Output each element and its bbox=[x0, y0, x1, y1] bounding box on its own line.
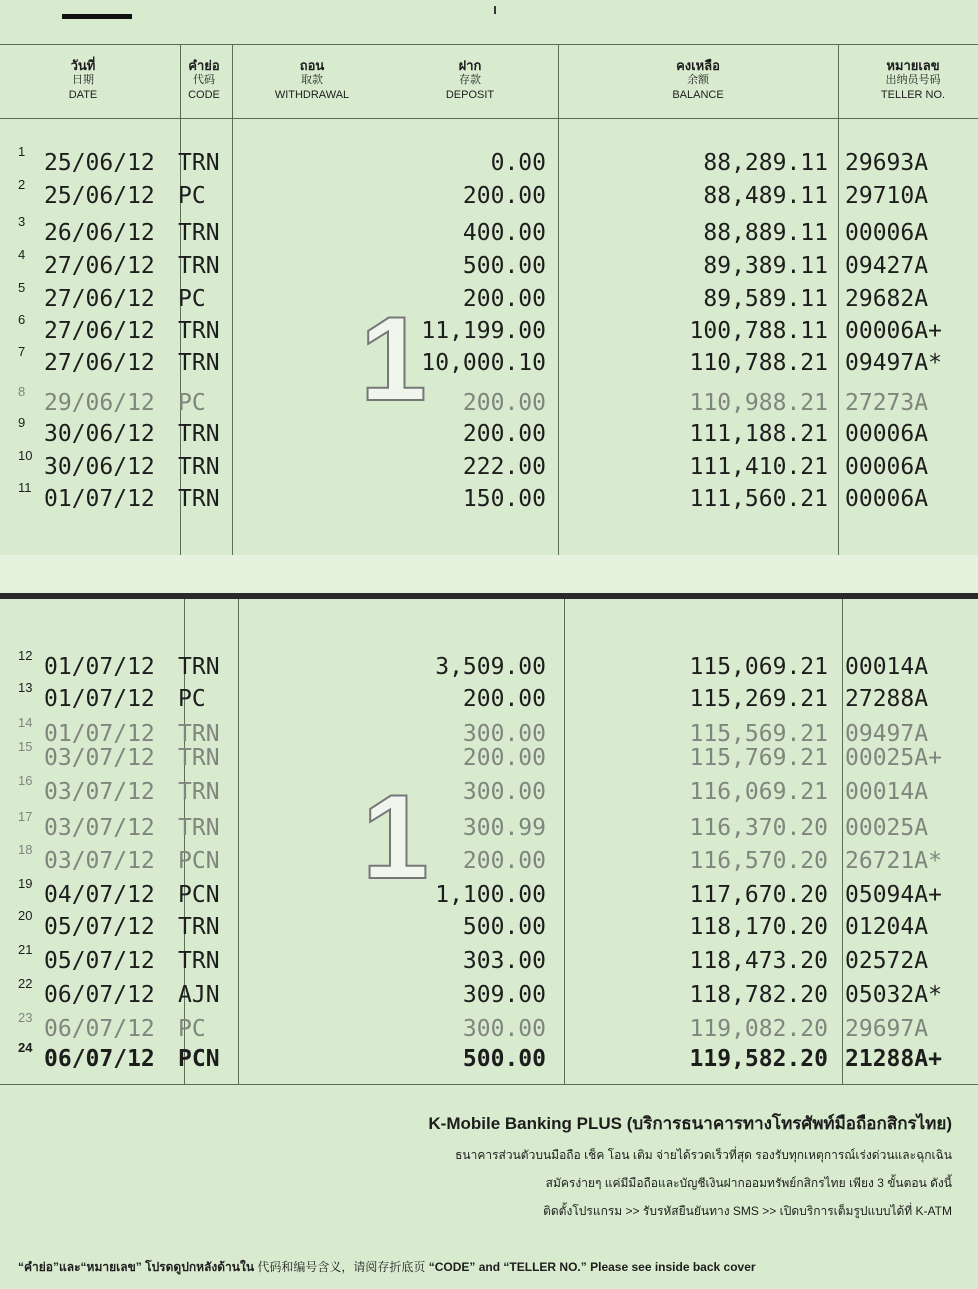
row-teller: 01204A bbox=[845, 914, 929, 940]
row-date: 27/06/12 bbox=[44, 350, 155, 376]
row-teller: 29710A bbox=[845, 183, 929, 209]
row-code: TRN bbox=[178, 948, 220, 974]
row-code: PC bbox=[178, 390, 206, 416]
row-balance: 117,670.20 bbox=[689, 882, 828, 908]
table-row bbox=[0, 1040, 978, 1079]
row-balance: 88,889.11 bbox=[703, 220, 828, 246]
row-balance: 118,473.20 bbox=[689, 948, 828, 974]
row-number: 4 bbox=[18, 247, 26, 262]
row-teller: 29682A bbox=[845, 286, 929, 312]
row-code: TRN bbox=[178, 486, 220, 512]
table-row bbox=[0, 648, 978, 687]
row-date: 06/07/12 bbox=[44, 982, 155, 1008]
row-balance: 119,582.20 bbox=[689, 1046, 828, 1072]
header-bottom-rule bbox=[0, 118, 978, 119]
row-deposit: 11,199.00 bbox=[421, 318, 546, 344]
row-balance: 116,570.20 bbox=[689, 848, 828, 874]
table-row bbox=[0, 976, 978, 1015]
row-deposit: 1,100.00 bbox=[435, 882, 546, 908]
row-deposit: 3,509.00 bbox=[435, 654, 546, 680]
row-balance: 88,289.11 bbox=[703, 150, 828, 176]
row-number: 17 bbox=[18, 809, 33, 824]
row-balance: 116,370.20 bbox=[689, 815, 828, 841]
row-deposit: 300.99 bbox=[462, 815, 546, 841]
row-teller: 00006A bbox=[845, 486, 929, 512]
row-deposit: 200.00 bbox=[462, 421, 546, 447]
row-number: 11 bbox=[18, 480, 32, 495]
row-deposit: 200.00 bbox=[462, 686, 546, 712]
table-row bbox=[0, 312, 978, 351]
row-deposit: 300.00 bbox=[462, 721, 546, 747]
row-date: 03/07/12 bbox=[44, 779, 155, 805]
row-teller: 00014A bbox=[845, 779, 929, 805]
table-row bbox=[0, 280, 978, 319]
header-date-th: วันที่ bbox=[70, 58, 96, 73]
page-fold-gap bbox=[0, 555, 978, 593]
row-number: 18 bbox=[18, 842, 33, 857]
row-deposit: 200.00 bbox=[462, 848, 546, 874]
footer-code: “CODE” bbox=[428, 1260, 476, 1274]
row-date: 06/07/12 bbox=[44, 1016, 155, 1042]
table-row bbox=[0, 739, 978, 778]
row-balance: 88,489.11 bbox=[703, 183, 828, 209]
row-deposit: 500.00 bbox=[462, 1046, 546, 1072]
row-teller: 09427A bbox=[845, 253, 929, 279]
row-code: TRN bbox=[178, 914, 220, 940]
row-number: 15 bbox=[18, 739, 33, 754]
row-balance: 119,082.20 bbox=[689, 1016, 828, 1042]
row-number: 7 bbox=[18, 344, 26, 359]
row-teller: 29697A bbox=[845, 1016, 929, 1042]
row-code: PC bbox=[178, 686, 206, 712]
row-code: PCN bbox=[178, 848, 220, 874]
header-code bbox=[174, 58, 234, 103]
header-deposit-en: DEPOSIT bbox=[445, 89, 495, 101]
row-deposit: 300.00 bbox=[462, 1016, 546, 1042]
row-balance: 89,389.11 bbox=[703, 253, 828, 279]
row-deposit: 300.00 bbox=[462, 779, 546, 805]
table-row bbox=[0, 344, 978, 383]
row-code: TRN bbox=[178, 779, 220, 805]
table-row bbox=[0, 942, 978, 981]
row-code: TRN bbox=[178, 150, 220, 176]
row-number: 20 bbox=[18, 908, 33, 923]
header-balance-en: BALANCE bbox=[672, 89, 724, 101]
row-number: 24 bbox=[18, 1040, 33, 1055]
row-teller: 00006A bbox=[845, 421, 929, 447]
table-row bbox=[0, 773, 978, 812]
row-date: 05/07/12 bbox=[44, 948, 155, 974]
row-balance: 111,410.21 bbox=[689, 454, 828, 480]
row-balance: 111,188.21 bbox=[689, 421, 828, 447]
row-number: 23 bbox=[18, 1010, 33, 1025]
header-balance-th: คงเหลือ bbox=[676, 58, 720, 73]
promo-line: สมัครง่ายๆ แค่มีมือถือและบัญชีเงินฝากออมทรัพย์กสิกรไทย เพียง 3 ขั้นตอน ดังนี้ bbox=[545, 1176, 952, 1190]
row-date: 30/06/12 bbox=[44, 454, 155, 480]
page-number-stamp: 1 bbox=[360, 292, 427, 426]
row-teller: 05032A* bbox=[845, 982, 942, 1008]
row-number: 16 bbox=[18, 773, 33, 788]
row-number: 8 bbox=[18, 384, 26, 399]
footer-rest: Please see inside back cover bbox=[590, 1260, 756, 1274]
row-deposit: 200.00 bbox=[462, 390, 546, 416]
table-row bbox=[0, 144, 978, 183]
row-deposit: 0.00 bbox=[490, 150, 546, 176]
row-code: PCN bbox=[178, 1046, 220, 1072]
row-date: 03/07/12 bbox=[44, 848, 155, 874]
row-date: 01/07/12 bbox=[44, 654, 155, 680]
row-date: 06/07/12 bbox=[44, 1046, 155, 1072]
row-teller: 21288A+ bbox=[845, 1046, 942, 1072]
header-withdrawal-en: WITHDRAWAL bbox=[274, 89, 350, 101]
row-teller: 27288A bbox=[845, 686, 929, 712]
row-date: 03/07/12 bbox=[44, 815, 155, 841]
row-teller: 00025A+ bbox=[845, 745, 942, 771]
row-balance: 110,788.21 bbox=[689, 350, 828, 376]
row-code: TRN bbox=[178, 220, 220, 246]
row-date: 27/06/12 bbox=[44, 286, 155, 312]
row-code: TRN bbox=[178, 654, 220, 680]
row-number: 13 bbox=[18, 680, 33, 695]
row-number: 1 bbox=[18, 144, 26, 159]
header-code-th: คำย่อ bbox=[188, 58, 220, 73]
row-date: 27/06/12 bbox=[44, 318, 155, 344]
promo-block bbox=[428, 1110, 952, 1221]
footer-teller: “TELLER NO.” bbox=[503, 1260, 587, 1274]
row-number: 6 bbox=[18, 312, 26, 327]
header-deposit-th: ฝาก bbox=[458, 58, 482, 73]
row-number: 3 bbox=[18, 214, 26, 229]
row-number: 22 bbox=[18, 976, 33, 991]
row-teller: 00025A bbox=[845, 815, 929, 841]
header-withdrawal bbox=[262, 58, 362, 103]
row-number: 12 bbox=[18, 648, 33, 663]
row-balance: 115,269.21 bbox=[689, 686, 828, 712]
row-date: 05/07/12 bbox=[44, 914, 155, 940]
row-date: 29/06/12 bbox=[44, 390, 155, 416]
row-number: 21 bbox=[18, 942, 33, 957]
row-date: 01/07/12 bbox=[44, 721, 155, 747]
row-code: TRN bbox=[178, 350, 220, 376]
promo-line: ติดตั้งโปรแกรม >> รับรหัสยืนยันทาง SMS >> เปิดบริการเต็มรูปแบบได้ที่ K-ATM bbox=[543, 1204, 952, 1218]
row-number: 5 bbox=[18, 280, 26, 295]
header-withdrawal-zh: 取款 bbox=[301, 74, 323, 86]
top-marker-bar bbox=[62, 14, 132, 19]
table-row bbox=[0, 214, 978, 253]
row-date: 26/06/12 bbox=[44, 220, 155, 246]
row-code: PC bbox=[178, 183, 206, 209]
promo-line: ธนาคารส่วนตัวบนมือถือ เช็ค โอน เติม จ่ายได้รวดเร็วที่สุด รองรับทุกเหตุการณ์เร่งด่วนและฉุกเฉิน bbox=[455, 1148, 952, 1162]
top-tick-mark bbox=[494, 6, 496, 14]
header-code-en: CODE bbox=[188, 89, 220, 101]
promo-title-en: K-Mobile Banking PLUS bbox=[428, 1114, 622, 1133]
row-teller: 09497A bbox=[845, 721, 929, 747]
row-code: TRN bbox=[178, 721, 220, 747]
row-teller: 09497A* bbox=[845, 350, 942, 376]
row-deposit: 200.00 bbox=[462, 286, 546, 312]
table-row bbox=[0, 247, 978, 286]
row-balance: 118,170.20 bbox=[689, 914, 828, 940]
row-code: PC bbox=[178, 1016, 206, 1042]
header-balance-zh: 余额 bbox=[687, 74, 709, 86]
row-date: 01/07/12 bbox=[44, 486, 155, 512]
table-bottom-rule bbox=[0, 1084, 978, 1085]
header-date-en: DATE bbox=[68, 89, 98, 101]
row-date: 25/06/12 bbox=[44, 183, 155, 209]
header-deposit bbox=[420, 58, 520, 103]
row-code: TRN bbox=[178, 318, 220, 344]
row-code: PC bbox=[178, 286, 206, 312]
table-row bbox=[0, 448, 978, 487]
header-top-rule bbox=[0, 44, 978, 45]
row-date: 27/06/12 bbox=[44, 253, 155, 279]
row-balance: 100,788.11 bbox=[689, 318, 828, 344]
row-code: PCN bbox=[178, 882, 220, 908]
row-deposit: 309.00 bbox=[462, 982, 546, 1008]
row-number: 2 bbox=[18, 177, 26, 192]
row-date: 01/07/12 bbox=[44, 686, 155, 712]
row-number: 19 bbox=[18, 876, 33, 891]
header-teller-th: หมายเลข bbox=[886, 58, 940, 73]
table-row bbox=[0, 384, 978, 423]
footer-note bbox=[18, 1258, 756, 1277]
row-code: AJN bbox=[178, 982, 220, 1008]
table-row bbox=[0, 908, 978, 947]
row-balance: 116,069.21 bbox=[689, 779, 828, 805]
row-balance: 115,069.21 bbox=[689, 654, 828, 680]
row-number: 10 bbox=[18, 448, 33, 463]
header-teller-zh: 出纳员号码 bbox=[885, 74, 941, 86]
row-teller: 02572A bbox=[845, 948, 929, 974]
promo-title bbox=[428, 1110, 952, 1137]
row-date: 30/06/12 bbox=[44, 421, 155, 447]
footer-zh: 代码和编号含义，请阅存折底页 bbox=[257, 1260, 426, 1274]
row-date: 25/06/12 bbox=[44, 150, 155, 176]
row-teller: 00006A bbox=[845, 454, 929, 480]
table-row bbox=[0, 842, 978, 881]
row-deposit: 222.00 bbox=[462, 454, 546, 480]
row-number: 9 bbox=[18, 415, 26, 430]
table-row bbox=[0, 1010, 978, 1049]
row-teller: 29693A bbox=[845, 150, 929, 176]
row-balance: 89,589.11 bbox=[703, 286, 828, 312]
row-date: 03/07/12 bbox=[44, 745, 155, 771]
row-teller: 26721A* bbox=[845, 848, 942, 874]
promo-title-th: (บริการธนาคารทางโทรศัพท์มือถือกสิกรไทย) bbox=[626, 1114, 952, 1133]
header-teller bbox=[858, 58, 968, 103]
row-deposit: 200.00 bbox=[462, 183, 546, 209]
header-teller-en: TELLER NO. bbox=[880, 89, 946, 101]
row-deposit: 150.00 bbox=[462, 486, 546, 512]
table-row bbox=[0, 415, 978, 454]
row-deposit: 500.00 bbox=[462, 914, 546, 940]
row-code: TRN bbox=[178, 745, 220, 771]
page-fold-edge bbox=[0, 593, 978, 599]
table-row bbox=[0, 876, 978, 915]
row-teller: 00006A+ bbox=[845, 318, 942, 344]
header-balance bbox=[648, 58, 748, 103]
row-deposit: 400.00 bbox=[462, 220, 546, 246]
row-teller: 05094A+ bbox=[845, 882, 942, 908]
row-balance: 111,560.21 bbox=[689, 486, 828, 512]
row-code: TRN bbox=[178, 421, 220, 447]
row-deposit: 200.00 bbox=[462, 745, 546, 771]
row-balance: 110,988.21 bbox=[689, 390, 828, 416]
footer-and: and bbox=[478, 1260, 501, 1274]
row-date: 04/07/12 bbox=[44, 882, 155, 908]
column-header bbox=[0, 46, 978, 118]
row-deposit: 500.00 bbox=[462, 253, 546, 279]
row-teller: 00014A bbox=[845, 654, 929, 680]
row-teller: 00006A bbox=[845, 220, 929, 246]
row-balance: 115,769.21 bbox=[689, 745, 828, 771]
row-balance: 118,782.20 bbox=[689, 982, 828, 1008]
row-deposit: 10,000.10 bbox=[421, 350, 546, 376]
row-code: TRN bbox=[178, 815, 220, 841]
header-withdrawal-th: ถอน bbox=[299, 58, 325, 73]
table-row bbox=[0, 680, 978, 719]
row-deposit: 303.00 bbox=[462, 948, 546, 974]
header-code-zh: 代码 bbox=[193, 74, 215, 86]
header-deposit-zh: 存款 bbox=[459, 74, 481, 86]
row-teller: 27273A bbox=[845, 390, 929, 416]
table-row bbox=[0, 480, 978, 519]
table-row bbox=[0, 177, 978, 216]
table-row bbox=[0, 809, 978, 848]
header-date-zh: 日期 bbox=[72, 74, 94, 86]
header-date bbox=[44, 58, 122, 103]
row-number: 14 bbox=[18, 715, 33, 730]
page-number-stamp: 1 bbox=[362, 770, 429, 904]
row-code: TRN bbox=[178, 253, 220, 279]
footer-th: “คำย่อ”และ“หมายเลข” โปรดดูปกหลังด้านใน bbox=[18, 1260, 255, 1274]
row-balance: 115,569.21 bbox=[689, 721, 828, 747]
row-code: TRN bbox=[178, 454, 220, 480]
